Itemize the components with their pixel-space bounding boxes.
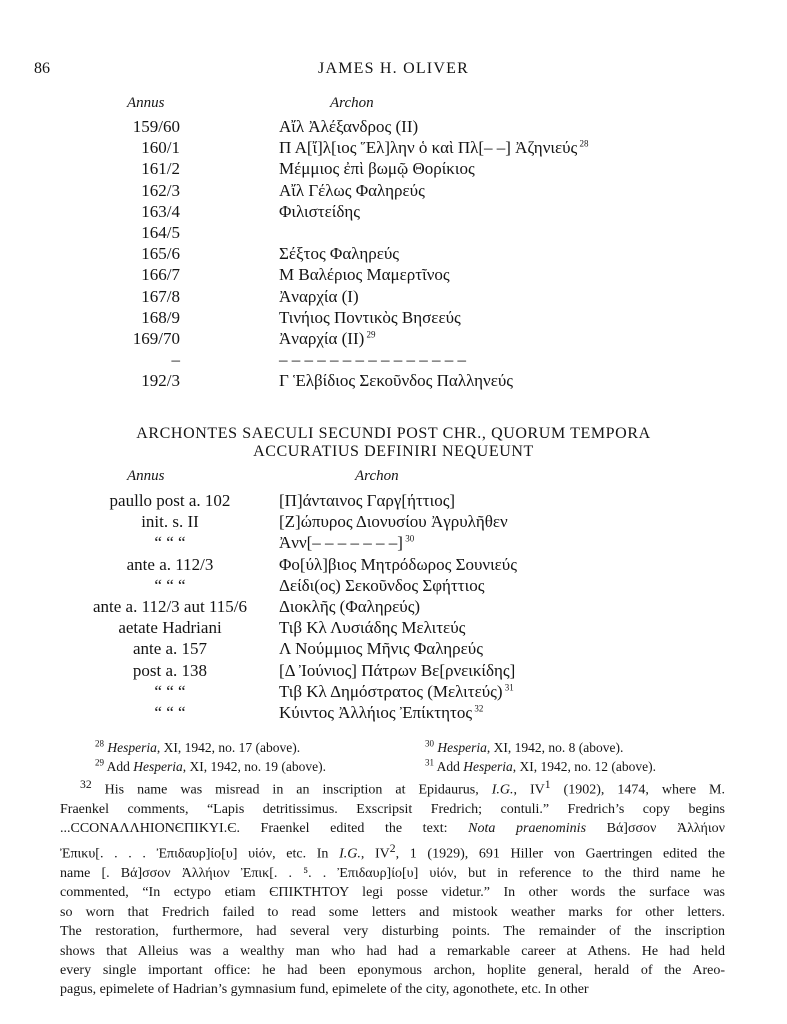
footnote-ref: 31: [502, 682, 514, 693]
table-row: [0, 703, 787, 725]
annus-cell: 159/60: [132, 117, 180, 136]
archon-cell: [279, 639, 483, 659]
annus-cell: 165/6: [141, 244, 180, 264]
archon-cell: [279, 618, 465, 638]
archon-cell: [279, 138, 589, 158]
table-row: [0, 244, 787, 266]
footnote-number: 32: [80, 778, 92, 791]
archon-name: Αἴλ Γέλως Φαληρεύς: [279, 180, 425, 200]
table-row: [0, 350, 787, 372]
text-run: Fraenkel comments, “Lapis detritissimus. Exscripsit Fredrich; contuli.” Fredrich’s copy begins: [60, 802, 725, 818]
table-row: [0, 618, 787, 640]
table1-annus-header: Annus: [127, 95, 165, 111]
archon-name: Τιβ Κλ Λυσιάδης Μελιτεύς: [279, 618, 466, 638]
text-line: [60, 961, 725, 980]
archon-name: Ἀναρχία (I): [279, 286, 359, 306]
text-run: so worn that Fredrich failed to read some letters and mistook weather marks for other letters.: [60, 904, 725, 920]
archon-name: Μέμμιος ἐπὶ βωμῷ Θορίκιος: [279, 159, 475, 179]
italic-run: Nota praenominis: [468, 821, 587, 837]
annus-cell: “ “ “: [154, 575, 186, 595]
annus-cell: ante a. 112/3 aut 115/6: [92, 597, 248, 616]
archon-name: Κύιντος Ἀλλήιος Ἐπίκτητος: [279, 703, 473, 722]
footnote-30: $^{30}$ Hesperia, XI, 1942, no. 8 (above).: [425, 738, 624, 755]
archon-cell: [279, 159, 475, 179]
table-row: [0, 223, 787, 245]
archon-name: – – – – – – – – – – – – – – –: [279, 350, 466, 370]
archon-cell: [279, 329, 376, 349]
archon-name: Αἴλ Ἀλέξανδρος (II): [279, 117, 419, 136]
text-run: Ἐπικυ[. . . . Ἐπιδαυρ]ίο[υ] υἱόν, etc. In: [60, 846, 340, 862]
footnote-29: $^{29}$ Add Hesperia, XI, 1942, no. 19 (above).: [95, 757, 326, 774]
annus-cell: 163/4: [141, 201, 180, 221]
table-row: [0, 265, 787, 287]
annus-cell: 192/3: [141, 371, 180, 391]
text-run: every single important office: he had been eponymous archon, hoplite general, herald of the Areo-: [60, 962, 725, 978]
text-run: His name was misread in an inscription at Epidaurus,: [104, 782, 492, 798]
archon-name: Ἀναρχία (II): [279, 329, 365, 348]
archon-name: Π Α[ἴ]λ[ιος Ἕλ]λην ὁ καὶ Πλ[– –] Ἀζηνιεύς: [279, 138, 578, 158]
running-head: JAMES H. OLIVER: [318, 60, 469, 77]
archon-name: Φο[ύλ]βιος Μητρόδωρος Σουνιεύς: [279, 554, 517, 574]
text-run: Βά]σσον Ἀλλήιον: [586, 821, 725, 837]
archon-cell: [279, 533, 414, 553]
text-line: [60, 942, 725, 961]
text-line: [60, 903, 725, 922]
table-row: [0, 371, 787, 393]
archon-cell: [279, 512, 508, 532]
archon-cell: [279, 576, 484, 596]
archon-cell: [279, 244, 399, 264]
annus-cell: “ “ “: [154, 681, 186, 701]
archon-name: [Ζ]ώπυρος Διονυσίου Ἀγρυλῆθεν: [279, 512, 508, 532]
text-run: commented, “In ectypo etiam ЄΠΙΚΤΗΤΟΥ legi posse videtur.” In other words the surface was: [60, 885, 725, 901]
table-row: [0, 138, 787, 160]
archon-name: Τιβ Κλ Δημόστρατος (Μελιτεύς): [279, 681, 503, 701]
annus-cell: 169/70: [132, 329, 180, 348]
annus-cell: 161/2: [141, 159, 180, 179]
annus-cell: post a. 138: [132, 660, 208, 680]
archon-name: Γ Ἑλβίδιος Σεκοῦνδος Παλληνεύς: [279, 371, 514, 391]
archon-cell: [279, 703, 483, 723]
annus-cell: “ “ “: [154, 703, 186, 722]
section-title-line1: ARCHONTES SAECULI SECUNDI POST CHR., QUORUM TEMPORA: [136, 425, 651, 442]
section-title-line2: ACCURATIUS DEFINIRI NEQUEUNT: [253, 443, 534, 460]
text-line: [60, 922, 725, 941]
annus-cell: init. s. II: [141, 512, 199, 532]
table-row: [0, 329, 787, 351]
table-row: [0, 661, 787, 683]
table-row: [0, 576, 787, 598]
table-row: [0, 533, 787, 555]
annus-cell: ante a. 157: [132, 639, 208, 659]
archon-cell: [279, 265, 450, 285]
archon-cell: [279, 491, 455, 511]
page-number: 86: [34, 60, 50, 77]
text-run: , IV: [513, 782, 545, 798]
archon-cell: [279, 308, 461, 328]
text-line: [60, 839, 725, 864]
footnote-ref: 32: [472, 703, 484, 714]
table-row: [0, 202, 787, 224]
archon-name: Τινήιος Ποντικὸς Βησεεύς: [279, 307, 461, 327]
archon-cell: [279, 371, 513, 391]
text-line: [60, 883, 725, 902]
archon-name: Λ Νούμμιος Μῆνις Φαληρεύς: [279, 639, 483, 659]
table-row: [0, 512, 787, 534]
footnote-ref: 28: [577, 138, 589, 149]
text-line: [60, 864, 725, 883]
footnote-ref: 30: [402, 533, 415, 544]
annus-cell: 162/3: [141, 180, 180, 200]
table-row: [0, 682, 787, 704]
italic-run: I.G.: [339, 846, 361, 862]
table-row: [0, 597, 787, 619]
text-run: name [. Βά]σσον Ἀλλήιον Ἐπικ[. . ⁵. . Ἐπιδαυρ]ίο[υ] υἱόν, but in reference to the third name he: [60, 865, 725, 881]
footnote-28: $^{28}$ Hesperia, XI, 1942, no. 17 (above).: [95, 738, 301, 755]
archon-cell: [279, 287, 359, 307]
superscript: 1: [544, 778, 551, 791]
annus-cell: 164/5: [141, 223, 180, 242]
annus-cell: ante a. 112/3: [126, 554, 214, 574]
text-line: [60, 800, 725, 819]
archon-name: [Π]άνταινος Γαργ[ήττιος]: [279, 491, 456, 510]
archon-name: Διοκλῆς (Φαληρεύς): [279, 597, 421, 616]
table-row: [0, 555, 787, 577]
annus-cell: –: [171, 350, 180, 370]
text-line: [60, 980, 725, 999]
table-row: [0, 639, 787, 661]
archon-name: [Δ Ἰούνιος] Πάτρων Βε[ρνεικίδης]: [279, 660, 516, 680]
text-line: [60, 775, 725, 800]
table-row: [0, 491, 787, 513]
footnote-31: $^{31}$ Add Hesperia, XI, 1942, no. 12 (above).: [425, 757, 656, 774]
archon-name: Σέξτος Φαληρεύς: [279, 244, 400, 264]
archon-cell: [279, 350, 466, 370]
annus-cell: aetate Hadriani: [118, 618, 222, 638]
annus-cell: “ “ “: [154, 533, 186, 553]
archon-name: Μ Βαλέριος Μαμερτῖνος: [279, 265, 450, 285]
table2-annus-header: Annus: [127, 468, 165, 484]
annus-cell: 160/1: [141, 138, 180, 158]
table-row: [0, 159, 787, 181]
text-line: [60, 819, 725, 838]
archon-cell: [279, 555, 517, 575]
archon-cell: [279, 202, 360, 222]
table-row: [0, 308, 787, 330]
table-row: [0, 181, 787, 203]
archon-cell: [279, 682, 514, 702]
archon-name: Φιλιστείδης: [279, 201, 360, 221]
archon-cell: [279, 181, 425, 201]
archon-cell: [279, 117, 418, 137]
superscript: 2: [389, 841, 396, 855]
annus-cell: 167/8: [141, 286, 180, 306]
archon-cell: [279, 661, 515, 681]
annus-cell: paullo post a. 102: [109, 491, 231, 510]
text-run: The restoration, furthermore, had several very disturbing points. The remainder of the inscription: [60, 924, 725, 940]
text-run: shows that Alleius was a wealthy man who had had a remarkable career at Athens. He had held: [60, 943, 725, 959]
text-run: (1902), 1474, where M.: [550, 782, 725, 798]
archon-cell: [279, 597, 420, 617]
annus-cell: 168/9: [141, 307, 180, 327]
footnote-32: [60, 775, 725, 1000]
text-run: pagus, epimelete of Hadrian’s gymnasium fund, epimelete of the city, agonothete, etc. In other: [60, 982, 589, 998]
italic-run: I.G.: [491, 782, 514, 798]
footnote-ref: 29: [364, 329, 376, 340]
table-row: [0, 287, 787, 309]
text-run: ...CCONAΛΛΗΙΟΝЄΠΙΚΥΙ.Є. Fraenkel edited the text:: [60, 821, 469, 837]
table2-archon-header: Archon: [355, 468, 399, 484]
annus-cell: 166/7: [141, 265, 180, 285]
archon-name: Ἀνν[– – – – – – –]: [279, 533, 403, 553]
text-run: , IV: [360, 846, 390, 862]
table-row: [0, 117, 787, 139]
table1-archon-header: Archon: [330, 95, 374, 111]
archon-name: Δείδι(ος) Σεκοῦνδος Σφήττιος: [279, 575, 485, 595]
text-run: , 1 (1929), 691 Hiller von Gaertringen edited the: [395, 846, 725, 862]
